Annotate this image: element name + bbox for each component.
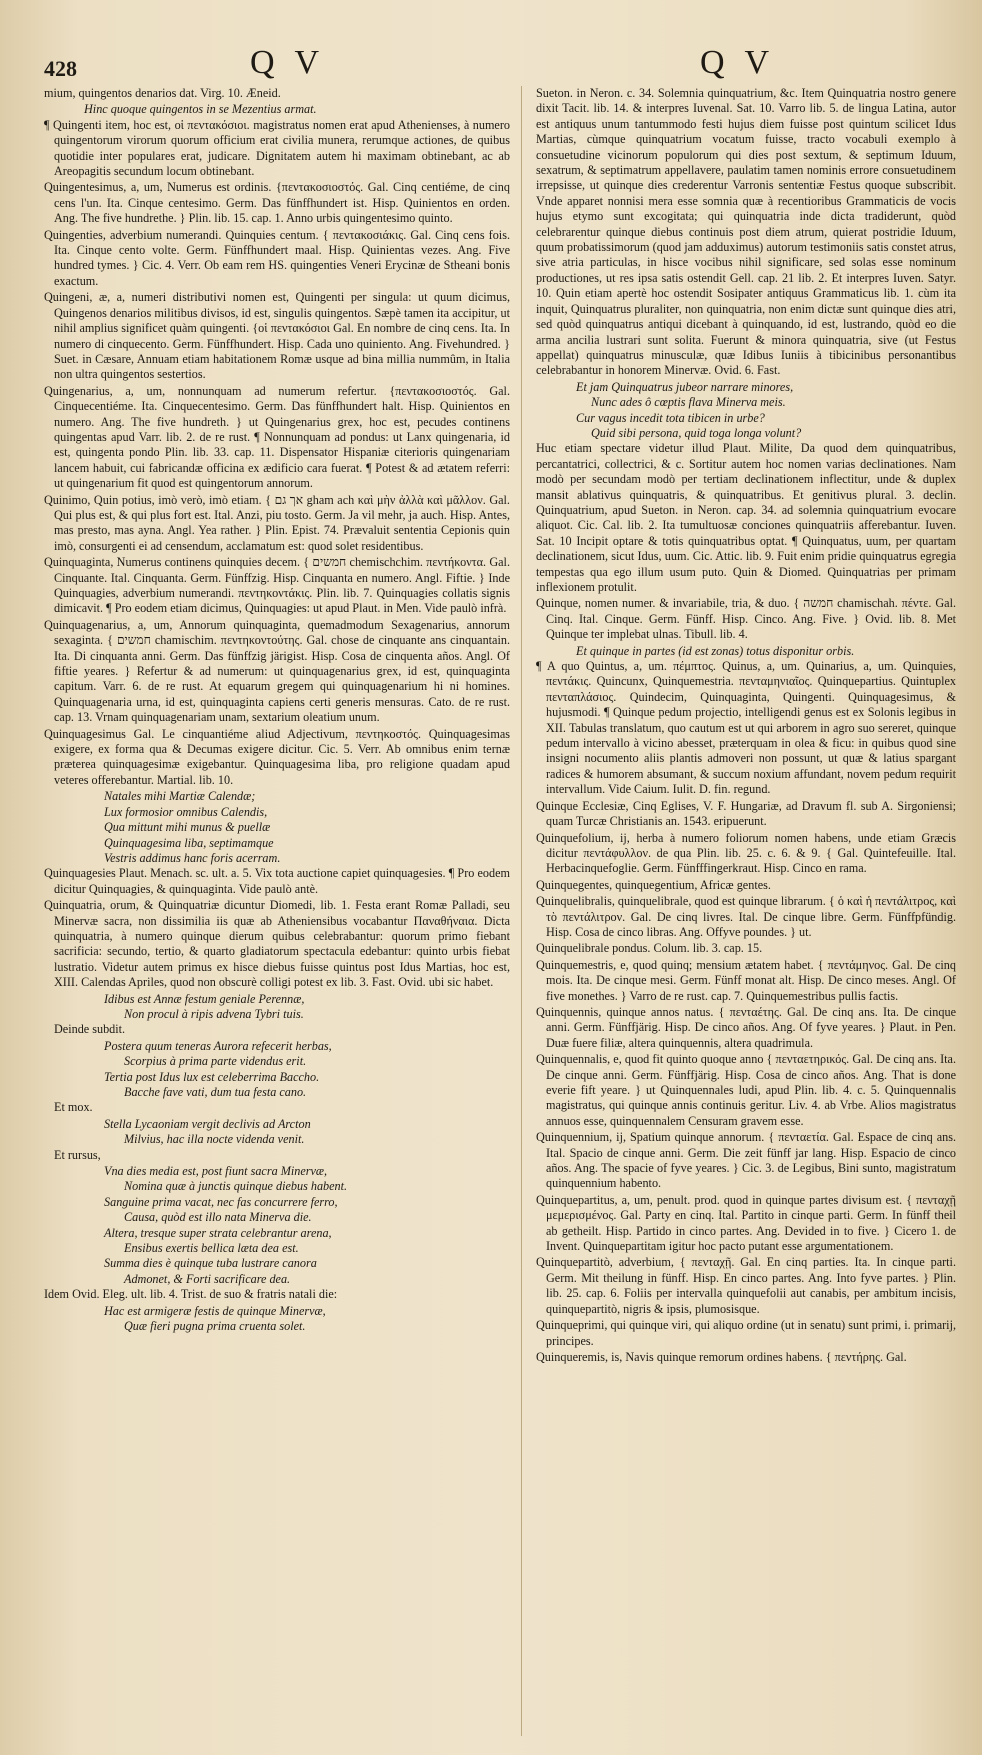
quoted-verse: Qua mittunt mihi munus & puellæ: [104, 820, 271, 835]
dictionary-entry: Quingeni, æ, a, numeri distributivi nomen est, Quingenti per singula: ut quum dicimus, Quingenos denarios militibus divisos, id est, singulis quingentos. Sæpè tamen ita accipitur, ut nihil amplius significet quàm quingenti. {οἱ πεντακόσιοι Gal. En nombre de cinq cens. Ita. In numero di cinquecento. Germ. Fünffhundert. Hisp. Cada uno quiniento. Ang. Fivehundred. } Suet. in Cæsare, Annuam etiam habitationem Romæ usque ad bina millia nummûm, in Italia non ultra quingentos sestertios.: [44, 290, 510, 382]
page-header: [0, 40, 982, 80]
quoted-verse: Quinquagesima liba, septimamque: [104, 835, 274, 850]
quoted-verse: Summa dies è quinque tuba lustrare canora: [104, 1256, 317, 1271]
quoted-verse: Vna dies media est, post fiunt sacra Minervæ,: [104, 1164, 328, 1179]
quoted-verse: Cur vagus incedit tota tibicen in urbe?: [576, 410, 765, 425]
quoted-verse: Milvius, hac illa nocte videnda venit.: [124, 1132, 305, 1147]
text-line: Et mox.: [54, 1100, 93, 1115]
dictionary-entry: Quinquennis, quinque annos natus. { πενταέτης. Gal. De cinq ans. Ita. De cinque anni. Germ. Fünffjärig. Hisp. De cinco años. Ang. Of fyve yeares. } Plaut. in Pen. Duæ fuere filiæ, altera quinquennis, altera quadrimula.: [536, 1004, 956, 1050]
dictionary-entry: Quingenarius, a, um, nonnunquam ad numerum refertur. {πεντακοσιοστός. Gal. Cinquecentiéme. Ita. Cinquecentesimo. Germ. Das fünffhundert halt. Hisp. Quinientos en numero. Ang. The five hundreth. } ut Quingenarius grex, hoc est, pecudes continens quingentas apud Varr. lib. 2. de re rust. ¶ Nonnunquam ad pondus: ut Lanx quingenaria, id est, quingenta pondo Plin. lib. 33. cap. 11. Dispensator Hispaniæ citerioris quingenariam lancem habuit, cui fabricandæ officina ex ædificio cara fuerat. ¶ Potest & ad ætatem referri: ut quingenarium fit quod est quingentorum annorum.: [44, 383, 510, 491]
dictionary-entry: Quinqueprimi, qui quinque viri, qui aliquo ordine (ut in senatu) sunt primi, i. primarij, principes.: [536, 1318, 956, 1348]
quoted-verse: Causa, quòd est illo nata Minerva die.: [124, 1210, 312, 1225]
quoted-verse: Tertia post Idus lux est celeberrima Baccho.: [104, 1069, 320, 1084]
dictionary-entry: Quinquepartitò, adverbium, { πενταχῇ. Gal. En cinq parties. Ita. In cinque parti. Germ. Mit theilung in fünff. Hisp. En cinco partes. Ang. Into fyve partes. } Plin. lib. 25. cap. 6. Foliis per intervalla quinquefolii aut canabis, per ambitum incisis, quinquepartitò, nigris & ipsis, plumosisque.: [536, 1255, 956, 1316]
left-column: [44, 86, 510, 1736]
quoted-verse: Quid sibi persona, quid toga longa volunt?: [591, 425, 802, 440]
running-head-right: Q V: [700, 44, 775, 81]
quoted-verse: Natales mihi Martiæ Calendæ;: [104, 789, 256, 804]
dictionary-entry: Quinquepartitus, a, um, penult. prod. quod in quinque partes divisum est. { πενταχῇ μεμερισμένος. Gal. Party en cinq. Ital. Partito in cinque parti. Germ. In fünff theil ab getheilt. Hisp. Partido in cinco partes. Ang. Devided in to five. } Cicero 1. de Invent. Quinquepartitam igitur hoc pacto putant esse argumentationem.: [536, 1192, 956, 1254]
dictionary-entry: Quinquaginta, Numerus continens quinquies decem. { חמשים chemischchim. πεντήκοντα. Gal. Cinquante. Ital. Cinquanta. Germ. Fünffzig. Hisp. Cinquanta en numero. Angl. Fiftie. } Inde Quinquagies, adverbium numerandi. πεντηκοντάκις. Plin. lib. 7. Quinquagies collatis signis dimicavit. ¶ Pro eodem etiam dicimus, Quinquagies: ut apud Plaut. in Men. Vide paulò infrà.: [44, 555, 510, 616]
text-line: Huc etiam spectare videtur illud Plaut. Milite, Da quod dem quinquatribus, percantatrici, collectrici, & c. Sortitur autem hoc nomen varias declinationes. Nam modò per secundam modò per tertiam declinationem inflectitur, unde & duplex mansit ablativus quinquatris, & quinquatribus. Et genitivus plural. 3. declin. Quinquatrium, apud Sueton. in Neron. cap. 34. ad solemnia quinquatrium evocare aliquot. Cic. Cal. lib. 2. Ita tumultuosæ conciones quinquatriis afferebantur. Iuven. Sat. 10 Incipit optare & totis quinquatribus optat. ¶ Quinquatus, uum, per quartam declinationem, sicut Idus, uum. Cic. Attic. lib. 9. Fuit enim pridie quinquatrus egregia tempestas qua ego illum usum puto. Quin & Diomed. Quinquatrias per primam inflexionem protulit.: [536, 441, 956, 594]
quoted-verse: Nunc ades ô cœptis flava Minerva meis.: [591, 395, 786, 410]
dictionary-entry: ¶ A quo Quintus, a, um. πέμπτος. Quinus, a, um. Quinarius, a, um. Quinquies, πεντάκις. Quincunx, Quinquemestria. πενταμηνιαῖος. Quinquepartius. Quintuplex πενταπλάσιος. Quindecim, Quinquaginta, Quingenti. Quinquagesimus, & hujusmodi. ¶ Quinque pedum projectio, intelligendi genus est ex Solonis legibus in XII. Tabulas translatum, quo cautum est ut qui arborem in agro suo sereret, quinque pedum intervallo à vicino abesset, præterquam in olea & ficu: in quibus quod sine insigni nocumento aliis plantis admoveri non possunt, ut quæ & latius spargant radices & humorem absumant, & succum noxium affundant, novem pedum requirit intervallum. Vide Caium. Iulit. D. fin. regund.: [536, 659, 956, 797]
quoted-verse: Sanguine prima vacat, nec fas concurrere ferro,: [104, 1194, 338, 1209]
dictionary-entry: Quinquennium, ij, Spatium quinque annorum. { πενταετία. Gal. Espace de cinq ans. Ital. Spacio de cinque anni. Germ. Die zeit fünff jar lang. Hisp. Espacio de cinco años. Ang. The spacie of fyve yeares. } Cic. 3. de Legibus, Bini sunto, magistratum quinquennium habento.: [536, 1130, 956, 1191]
column-divider: [521, 86, 522, 1736]
text-line: Sueton. in Neron. c. 34. Solemnia quinquatrium, &c. Item Quinquatria nostro genere dixit Tacit. lib. 14. & interpres Iuvenal. Sat. 10. Varro lib. 5. de lingua Latina, autor est antiquus unum tantummodo festi hujus diem fuisse post quintum scilicet Idus Martias, cùmque quinquatrium vocatum fuisse, tracto vocabuli exemplo à consuetudine vicinorum populorum qui dies post sextum, & septimum Iduum, sexatrum, & septimatrum appellavere, paulatim tamen nominis errore consuetudinem irrepsisse, ut quinque dies crederentur Varronis sententiæ Festus quoque subscribit. Vnde apparet nonnisi mera esse somnia quæ à recentioribus Grammaticis de vocis hujus etymo sunt excogitata; qui quinquatria inde dicta tradiderunt, quòd celebrarentur quinque diebus continuis post diem atrum, quierat postridie Iduum, quum probatissimorum (quod jam adduximus) autorum testimoniis satis constet atrus, sive atria particulas, in hisce vocibus nihil significare, sed solas esse nominum productiones, ut res ipsa satis ostendit Gell. cap. 21 lib. 2. Et interpres Iuven. Satyr. 10. Quin etiam apertè hoc ostendit Sosipater antiquus Grammaticus lib. 1. cùm ita inquit, Quinquatrus pluraliter, non quinquatria, non enim dictæ sunt quinque dies atri, sed quòd quinquatrus antiqui dicebant à quinquando, id est, lustrando, quòd eo die arma ancilia lustrari sunt solita. Fuerunt & minora quinquatria, sive (ut Festus appellat) quinquatrus minusculæ, quæ Idibus Iuniis à tibicinibus personantibus celebrabantur in honorem Minervæ. Ovid. 6. Fast.: [536, 86, 956, 378]
quoted-verse: Bacche fave vati, dum tua festa cano.: [124, 1085, 307, 1099]
text-line: mium, quingentos denarios dat. Virg. 10. Æneid.: [44, 86, 281, 100]
text-line: Et rursus,: [54, 1147, 101, 1162]
quoted-verse: Hinc quoque quingentos in se Mezentius armat.: [84, 102, 317, 117]
right-column: [536, 86, 956, 1736]
dictionary-entry: Quinquelibrale pondus. Colum. lib. 3. cap. 15.: [536, 941, 763, 956]
quoted-verse: Vestris addimus hanc foris acerram.: [104, 850, 281, 865]
quoted-verse: Admonet, & Forti sacrificare dea.: [124, 1271, 291, 1286]
page-number: 428: [44, 56, 77, 81]
quoted-verse: Scorpius à prima parte videndus erit.: [124, 1054, 307, 1069]
dictionary-entry: Quinque Ecclesiæ, Cinq Eglises, V. F. Hungariæ, ad Dravum fl. sub A. Sirgoniensi; quam Turcæ Christianis an. 1543. eripuerunt.: [536, 798, 956, 829]
quoted-verse: Et quinque in partes (id est zonas) totus disponitur orbis.: [576, 643, 855, 658]
dictionary-entry: Quingenties, adverbium numerandi. Quinquies centum. { πεντακοσιάκις. Gal. Cinq cens fois. Ita. Cinque cento volte. Germ. Fünffhundert maal. Hisp. Quinientas vezes. Ang. Five hundred tymes. } Cic. 4. Verr. Ob eam rem HS. quingenties Veneri Erycinæ de Stheani bonis exactum.: [44, 227, 510, 288]
dictionary-entry: Quinimo, Quin potius, imò verò, imò etiam. { אך גם gham ach καὶ μὴν ἀλλὰ καὶ μᾶλλον. Gal. Qui plus est, & qui plus fort est. Ital. Anzi, piu tosto. Germ. Ja vil mehr, ja auch. Hisp. Antes, mas presto, mas ayna. Angl. Yea rather. } Plin. Epist. 74. Prævaluit sententia Cepionis quin imò, consurgenti ei ad censendum, acclamatum est: quod solet residentibus.: [44, 492, 510, 553]
dictionary-entry: Quinque, nomen numer. & invariabile, tria, & duo. { חמשה chamischah. πέντε. Gal. Cinq. Ital. Cinque. Germ. Fünff. Hisp. Cinco. Ang. Five. } Ovid. lib. 8. Met Quinque ter implebat ulnas. Tibull. lib. 4.: [536, 596, 956, 642]
dictionary-entry: Quinquagesimus Gal. Le cinquantiéme aliud Adjectivum, πεντηκοστός. Quinquagesimas exigere, ex forma qua & Decumas exigere dicitur. Cic. 5. Verr. Ab omnibus enim ternæ præterea quinquagesimæ exigebantur. Quinquagesima liba, pro religione quadam apud veteres offerebantur. Martial. lib. 10.: [44, 726, 510, 787]
quoted-verse: Hac est armigeræ festis de quinque Minervæ,: [104, 1303, 326, 1318]
quoted-verse: Ensibus exertis bellica læta dea est.: [124, 1241, 299, 1256]
dictionary-entry: Quinquegentes, quinquegentium, Africæ gentes.: [536, 877, 771, 892]
dictionary-entry: Quinquagenarius, a, um, Annorum quinquaginta, quemadmodum Sexagenarius, annorum sexaginta. { חמשים chamischim. πεντηκοντούτης. Gal. chose de cinquante ans cinquantain. Ita. Di cinquanta anni. Germ. Das fünffzig järigist. Hisp. Cosa de cinquenta años. Angl. Of fiftie yeares. } Refertur & ad numerum: ut quinquagenarius grex, id est, quinquaginta capitum. Varr. 6. de re rust. At equarum gregem qui quinquagenarium hi ni homines. Quinquagenaria urna, id est, quinquaginta capiens certi generis mensuras. Cato. de re rust. cap. 13. Vrnam quinquagenariam unam, sextarium oleatium unum.: [44, 617, 510, 725]
dictionary-entry: Idem Ovid. Eleg. ult. lib. 4. Trist. de suo & fratris natali die:: [44, 1287, 338, 1302]
dictionary-entry: Quinqueremis, is, Navis quinque remorum ordines habens. { πεντήρης. Gal.: [536, 1349, 907, 1364]
running-head-left: Q V: [250, 44, 325, 81]
dictionary-entry: Quinquefolium, ij, herba à numero foliorum nomen habens, unde etiam Græcis dicitur πεντάφυλλον. de qua Plin. lib. 25. c. 6. & 9. { Gal. Quintefeuille. Ital. Herbacinquefoglie. Germ. Fünfffingerkraut. Hisp. Cinco en rama.: [536, 830, 956, 876]
dictionary-entry: Quinquennalis, e, quod fit quinto quoque anno { πενταετηρικός. Gal. De cinq ans. Ita. De cinque anni. Germ. Fünffjärig. Hisp. Cosa de cinco años. Ang. That is done everie fift yeare. } ut Quinquennales ludi, apud Plin. lib. 4. c. 5. Quinquennalis magistratus, qui quinque annis continuis geritur. Liv. 4. ab Vrbe. Alios magistratus annuos esse, quinquennalem Censuram gravem esse.: [536, 1052, 956, 1128]
quoted-verse: Et jam Quinquatrus jubeor narrare minores,: [576, 379, 794, 394]
quoted-verse: Stella Lycaoniam vergit declivis ad Arcton: [104, 1116, 311, 1131]
dictionary-entry: Quingentesimus, a, um, Numerus est ordinis. {πεντακοσιοστός. Gal. Cinq centiéme, de cinq cens l'un. Ita. Cinque centesimo. Germ. Das fünffhundert ist. Hisp. Quinientos en orden. Ang. The five hundrethe. } Plin. lib. 15. cap. 1. Anno urbis quingentesimo quinto.: [44, 180, 510, 226]
dictionary-entry: Quinquagesies Plaut. Menach. sc. ult. a. 5. Vix tota auctione capiet quinquagesies. ¶ Pro eodem dicitur Quinquagies, & quinquaginta. Vide paulò antè.: [44, 866, 510, 896]
quoted-verse: Non procul à ripis advena Tybri tuis.: [124, 1006, 304, 1021]
dictionary-entry: Quinquemestris, e, quod quinq; mensium ætatem habet. { πεντάμηνος. Gal. De cinq mois. Ita. De cinque mesi. Germ. Fünff monat alt. Hisp. De cinco meses. Angl. Of five monethes. } Varro de re rust. cap. 7. Quinquemestribus pullis factis.: [536, 957, 956, 1003]
quoted-verse: Lux formosior omnibus Calendis,: [104, 804, 268, 819]
quoted-verse: Idibus est Annæ festum geniale Perennæ,: [104, 991, 305, 1006]
dictionary-entry: ¶ Quingenti item, hoc est, οἱ πεντακόσιοι. magistratus nomen erat apud Athenienses, à numero quingentorum virorum quorum officium erat civilia munera, rerumque actiones, de quibus quotidie inter populares erat, judicare. Dignitatem autem hi maximam obtinebant, ac ab Areopagitis secundum locum obtinebant.: [44, 117, 510, 179]
quoted-verse: Altera, tresque super strata celebrantur arena,: [104, 1225, 332, 1240]
quoted-verse: Nomina quæ à junctis quinque diebus habent.: [124, 1179, 348, 1194]
text-line: Deinde subdit.: [54, 1022, 126, 1037]
quoted-verse: Quæ fieri pugna prima cruenta solet.: [124, 1319, 306, 1334]
dictionary-entry: Quinquatria, orum, & Quinquatriæ dicuntur Diomedi, lib. 1. Festa erant Romæ Palladi, seu Minervæ sacra, non dissimilia iis quæ ab Atheniensibus vocabantur Παναθήναια. Dicta quinquatria, à numero quinque dierum quibus celebrabantur: quorum primo fiebant sacrificia: secundo, tertio, & quarto gladiatorum spectacula edebantur: quinto urbis fiebat lustratio. Videtur autem primus ex hisce diebus fuisse quintus post Idus Martias, hoc est, XIII. Calendas Apriles, quod non obscurè colligi potest ex lib. 3. Fast. Ovid. ubi sic habet.: [44, 898, 510, 990]
quoted-verse: Postera quum teneras Aurora refecerit herbas,: [104, 1038, 332, 1053]
dictionary-entry: Quinquelibralis, quinquelibrale, quod est quinque librarum. { ὁ καὶ ἡ πεντάλιτρος, καὶ τὸ πεντάλιτρον. Gal. De cinq livres. Ital. De cinque libre. Germ. Fünffpfündig. Hisp. Cosa de cinco libras. Ang. Offyve poundes. } ut.: [536, 894, 956, 939]
